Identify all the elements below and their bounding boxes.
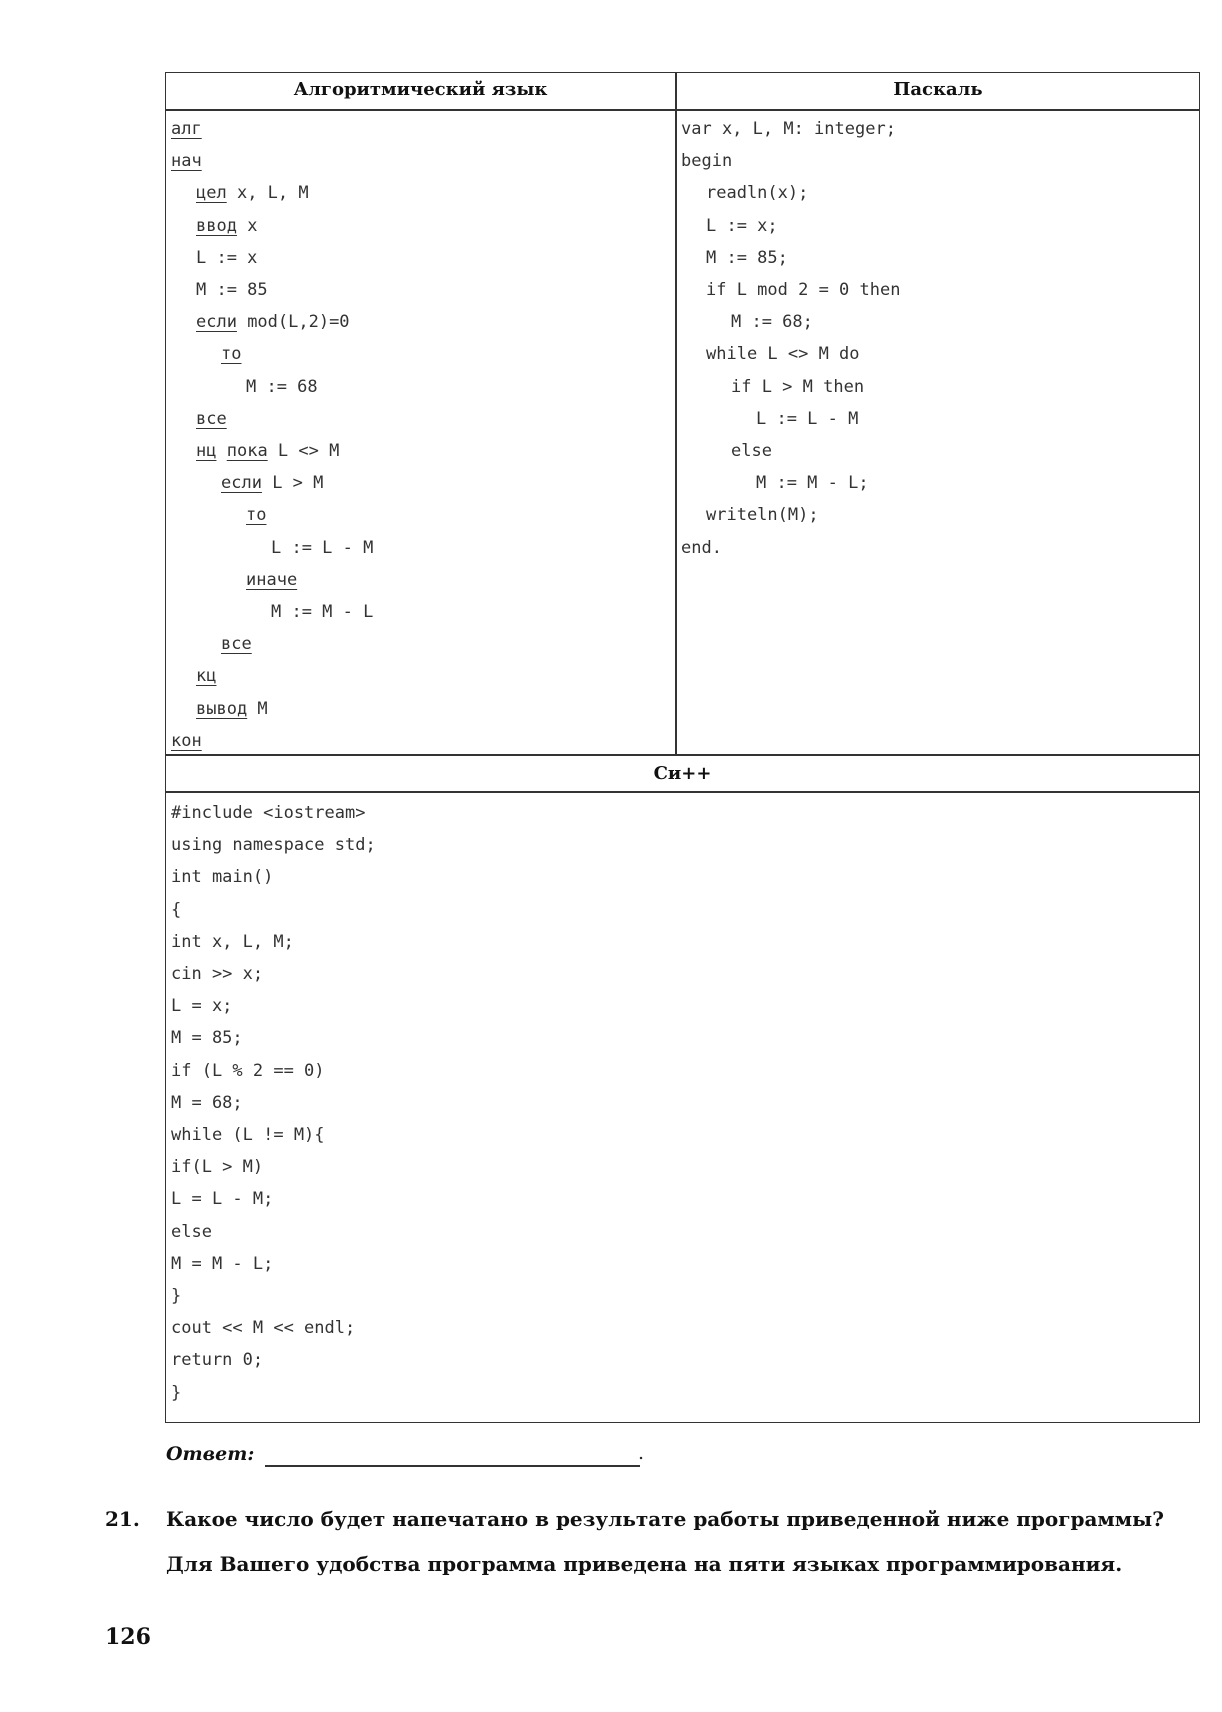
algo-keyword: нач <box>171 151 202 172</box>
header-divider-cpp <box>166 791 1199 793</box>
algo-line: ввод x <box>196 215 258 236</box>
column-divider <box>675 73 677 755</box>
pascal-line: else <box>731 441 772 461</box>
algo-keyword: пока <box>226 441 268 461</box>
cpp-line: using namespace std; <box>171 835 376 856</box>
pascal-line: L := L - M <box>756 408 859 429</box>
section-divider <box>166 754 1199 756</box>
algo-line: если L > M <box>221 473 324 494</box>
cpp-line: } <box>171 1382 182 1403</box>
algo-line: M := M - L <box>271 602 374 622</box>
code-table <box>165 72 1200 1423</box>
algo-line <box>171 119 202 139</box>
page-number: 126 <box>105 1624 151 1650</box>
algo-line: нц пока L <> M <box>196 441 340 461</box>
algo-line: L := x <box>196 247 258 268</box>
answer-field[interactable] <box>265 1465 640 1467</box>
header-pascal: Паскаль <box>893 79 983 100</box>
cpp-line: if (L % 2 == 0) <box>171 1060 325 1081</box>
algo-line <box>221 344 241 364</box>
algo-line <box>221 634 252 654</box>
algo-line <box>196 666 216 686</box>
algo-line: цел x, L, M <box>196 183 309 204</box>
algo-line: L := L - M <box>271 537 374 558</box>
pascal-line: M := 85; <box>706 247 788 268</box>
pascal-line: readln(x); <box>706 183 809 204</box>
question-number: 21. <box>105 1507 140 1531</box>
algo-keyword: то <box>246 505 267 526</box>
algo-keyword: кон <box>171 730 202 751</box>
pascal-line: var x, L, M: integer; <box>681 119 896 139</box>
algo-line: если mod(L,2)=0 <box>196 312 350 333</box>
cpp-line: L = x; <box>171 996 233 1017</box>
cpp-line: M = M - L; <box>171 1253 274 1274</box>
cpp-line: int x, L, M; <box>171 931 294 952</box>
question-text-line1: Какое число будет напечатано в результате работы приведенной ниже программы? <box>166 1507 1164 1531</box>
pascal-line: writeln(M); <box>706 505 819 526</box>
cpp-line: else <box>171 1221 212 1242</box>
algo-keyword: если <box>221 473 262 494</box>
cpp-line: while (L != M){ <box>171 1125 325 1145</box>
cpp-line: L = L - M; <box>171 1189 274 1210</box>
cpp-line: { <box>171 899 182 920</box>
algo-line <box>246 505 266 525</box>
algo-keyword: все <box>196 408 227 429</box>
algo-line <box>171 731 202 751</box>
pascal-line: L := x; <box>706 215 778 236</box>
algo-keyword: нц <box>196 441 217 461</box>
pascal-line: if L > M then <box>731 376 865 397</box>
algo-keyword: то <box>221 344 242 365</box>
header-algo: Алгоритмический язык <box>293 79 548 100</box>
pascal-line: end. <box>681 537 722 558</box>
header-cpp: Си++ <box>653 763 712 784</box>
algo-line: M := 68 <box>246 376 318 397</box>
algo-keyword: кц <box>196 666 217 687</box>
pascal-line: if L mod 2 = 0 then <box>706 280 901 300</box>
algo-keyword: иначе <box>246 569 298 590</box>
pascal-line: M := M - L; <box>756 473 869 494</box>
algo-line <box>196 409 227 429</box>
algo-line <box>246 570 297 590</box>
algo-keyword: вывод <box>196 698 248 719</box>
cpp-line: int main() <box>171 867 274 888</box>
cpp-line: cout << M << endl; <box>171 1318 356 1339</box>
algo-line: M := 85 <box>196 280 268 300</box>
cpp-line: cin >> x; <box>171 964 264 984</box>
cpp-line: #include <iostream> <box>171 803 366 823</box>
header-divider-top <box>166 109 1199 111</box>
algo-keyword: цел <box>196 183 227 204</box>
pascal-line: while L <> M do <box>706 344 860 365</box>
algo-line: вывод M <box>196 698 268 719</box>
cpp-line: } <box>171 1286 182 1306</box>
question-text-line2: Для Вашего удобства программа приведена на пяти языках программирования. <box>166 1552 1123 1576</box>
algo-keyword: ввод <box>196 215 237 236</box>
answer-trail: . <box>638 1442 645 1464</box>
pascal-line: M := 68; <box>731 312 813 333</box>
algo-keyword: если <box>196 312 237 333</box>
cpp-line: M = 85; <box>171 1028 243 1049</box>
cpp-line: return 0; <box>171 1350 264 1371</box>
algo-keyword: алг <box>171 119 202 139</box>
answer-label: Ответ: <box>166 1443 255 1465</box>
algo-keyword: все <box>221 634 252 655</box>
algo-line <box>171 151 202 171</box>
cpp-line: M = 68; <box>171 1092 243 1113</box>
cpp-line: if(L > M) <box>171 1157 264 1178</box>
pascal-line: begin <box>681 151 733 172</box>
